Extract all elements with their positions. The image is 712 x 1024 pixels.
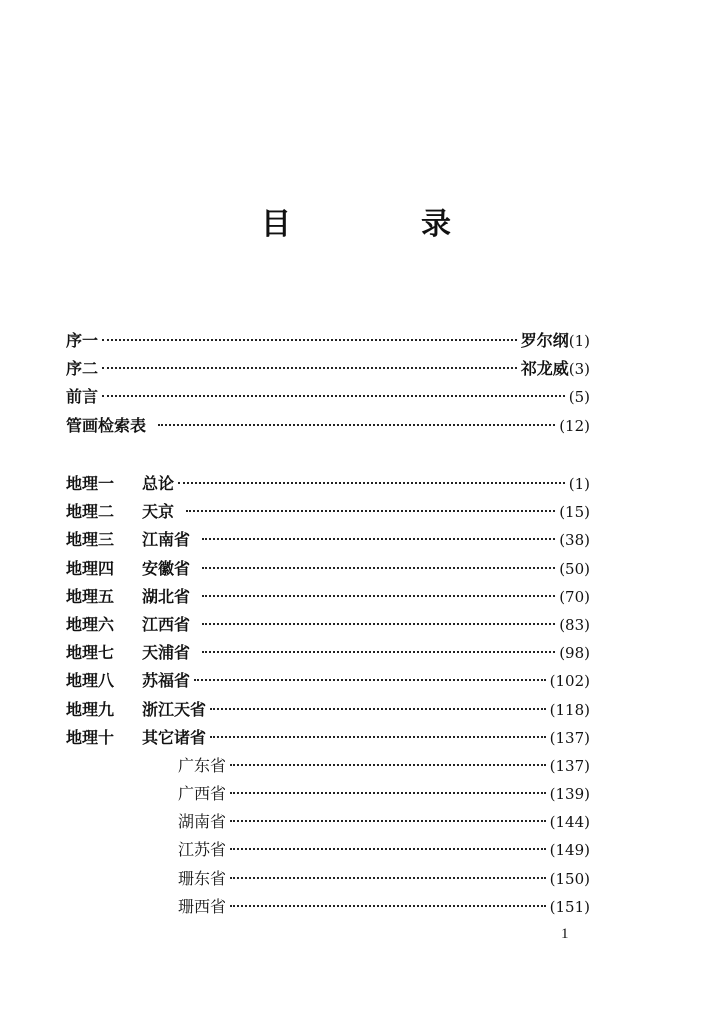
toc-page-ref: (149): [549, 841, 590, 860]
toc-chapter-number: 地理七: [66, 643, 115, 663]
toc-row-index-table: [66, 412, 590, 440]
toc-chapter-title: 其它诸省: [142, 727, 207, 747]
dot-leader: [230, 848, 546, 850]
toc-label: 序一: [66, 331, 99, 350]
toc-label: 前言: [66, 387, 99, 407]
toc-page-ref: (83): [559, 615, 590, 634]
toc-chapter-number: 地理四: [66, 558, 115, 578]
dot-leader: [230, 905, 546, 907]
toc-page-ref: (151): [549, 897, 590, 916]
dot-leader: [194, 679, 546, 681]
dot-leader: [230, 792, 546, 794]
toc-row-chapter: [66, 498, 590, 526]
dot-leader: [230, 820, 546, 822]
toc-chapter-title: 湖北省: [142, 586, 191, 606]
toc-row-chapter: [66, 696, 590, 724]
toc-subsection-title: 广西省: [178, 784, 227, 804]
toc-chapter-number: 地理二: [66, 502, 115, 522]
toc-page-ref: (5): [568, 388, 590, 407]
toc-row-foreword: [66, 383, 590, 411]
toc-chapter-number: 地理六: [66, 614, 115, 634]
dot-leader: [102, 367, 517, 369]
toc-subsection-title: 广东省: [178, 755, 227, 775]
toc-front-matter: [66, 327, 590, 440]
toc-author: 祁龙威: [520, 359, 569, 379]
toc-chapter-number: 地理三: [66, 530, 115, 550]
dot-leader: [230, 764, 546, 766]
dot-leader: [202, 623, 555, 625]
toc-subsection-title: 珊东省: [178, 868, 227, 888]
toc-page-ref: (50): [559, 559, 590, 578]
dot-leader: [102, 395, 565, 397]
toc-chapters: [66, 470, 590, 921]
toc-author: 罗尔纲: [520, 331, 569, 350]
dot-leader: [210, 708, 546, 710]
toc-chapter-number: 地理八: [66, 671, 115, 691]
toc-page-ref: (150): [549, 869, 590, 888]
toc-page-ref: (1): [568, 332, 590, 350]
dot-leader: [202, 538, 555, 540]
toc-page-ref: (137): [549, 756, 590, 775]
toc-page-ref: (70): [559, 587, 590, 606]
toc-row-subsection: [66, 808, 590, 836]
toc-subsection-title: 江苏省: [178, 840, 227, 860]
dot-leader: [102, 339, 517, 341]
toc-chapter-title: 天浦省: [142, 643, 191, 663]
toc-row-subsection: [66, 836, 590, 864]
toc-label: 管画检索表: [66, 415, 147, 435]
dot-leader: [158, 424, 555, 426]
toc-chapter-title: 江西省: [142, 614, 191, 634]
toc-chapter-number: 地理十: [66, 727, 115, 747]
toc-row-chapter: [66, 583, 590, 611]
toc-chapter-title: 苏福省: [142, 671, 191, 691]
toc-row-subsection: [66, 865, 590, 893]
dot-leader: [202, 567, 555, 569]
toc-row-chapter: [66, 470, 590, 498]
dot-leader: [178, 482, 565, 484]
dot-leader: [202, 651, 555, 653]
toc-row-preface-2: [66, 355, 590, 383]
toc-chapter-title: 总论: [142, 474, 175, 493]
dot-leader: [230, 877, 546, 879]
dot-leader: [210, 736, 546, 738]
toc-page-ref: (118): [549, 700, 590, 719]
toc-subsection-title: 珊西省: [178, 896, 227, 916]
toc-chapter-title: 江南省: [142, 530, 191, 550]
toc-page-ref: (144): [549, 813, 590, 832]
toc-page-ref: (38): [559, 531, 590, 550]
toc-label: 序二: [66, 359, 99, 379]
toc-row-chapter: [66, 639, 590, 667]
toc-row-chapter: [66, 555, 590, 583]
toc-page-ref: (1): [568, 475, 590, 493]
page-number: 1: [561, 926, 569, 942]
toc-row-subsection: [66, 752, 590, 780]
toc-row-preface-1: [66, 327, 590, 355]
toc-chapter-title: 浙江天省: [142, 699, 207, 719]
toc-page-ref: (139): [549, 785, 590, 804]
toc-row-chapter: [66, 667, 590, 695]
toc-row-chapter: [66, 526, 590, 554]
toc-chapter-number: 地理一: [66, 474, 115, 493]
toc-row-subsection: [66, 780, 590, 808]
toc-chapter-title: 安徽省: [142, 558, 191, 578]
dot-leader: [186, 510, 555, 512]
toc-page-ref: (12): [559, 416, 590, 435]
toc-page-ref: (15): [559, 503, 590, 522]
toc-page-ref: (3): [568, 360, 590, 379]
toc-chapter-number: 地理五: [66, 586, 115, 606]
toc-page-ref: (98): [559, 644, 590, 663]
dot-leader: [202, 595, 555, 597]
toc-row-chapter: [66, 724, 590, 752]
toc-subsection-title: 湖南省: [178, 812, 227, 832]
toc-page-ref: (137): [549, 728, 590, 747]
toc-chapter-title: 天京: [142, 502, 175, 522]
toc-row-chapter: [66, 611, 590, 639]
page-title: 目 录: [261, 207, 501, 242]
toc-chapter-number: 地理九: [66, 699, 115, 719]
toc-page-ref: (102): [549, 672, 590, 691]
toc-row-subsection: [66, 893, 590, 921]
